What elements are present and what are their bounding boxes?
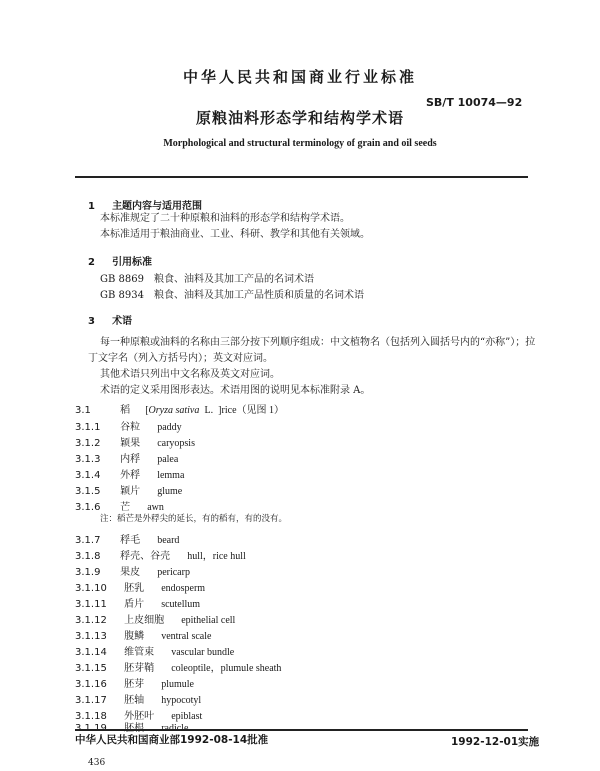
term-number: 3.1.1 [75, 422, 101, 433]
term-name-en: scutellum [161, 599, 201, 610]
section-1-paragraph: 本标准规定了二十种原粮和油料的形态学和结构学术语。 [100, 213, 350, 224]
term-name-en: hypocotyl [161, 695, 202, 706]
section-3-intro: 其他术语只列出中文名称及英文对应词。 [100, 369, 280, 380]
header-divider [75, 176, 528, 178]
section-3-intro: 每一种原粮或油料的名称由三部分按下列顺序组成：中文植物名（包括列入圆括号内的“亦称”）；拉 [100, 337, 536, 348]
term-name-cn: 稃毛 [120, 535, 141, 546]
term-name-en: paddy [157, 422, 182, 433]
term-name-cn: 稻 [120, 405, 131, 416]
term-name-en: epiblast [171, 711, 203, 722]
term-name-en: pericarp [157, 567, 190, 578]
term-number: 3.1.13 [75, 631, 107, 642]
term-name-en: epithelial cell [181, 615, 236, 626]
term-name-en: lemma [157, 470, 185, 481]
latin-close-bracket: ] [218, 405, 222, 416]
term-name-en: plumule [161, 679, 194, 690]
term-name-en: vascular bundle [171, 647, 235, 658]
term-name-en: ventral scale [161, 631, 212, 642]
document-title-en: Morphological and structural terminology of grain and oil seeds [163, 138, 437, 149]
term-number: 3.1.18 [75, 711, 107, 722]
term-number: 3.1.8 [75, 551, 101, 562]
reference-item: GB 8934 粮食、油料及其加工产品性质和质量的名词术语 [100, 290, 364, 301]
section-1-paragraph: 本标准适用于粮油商业、工业、科研、教学和其他有关领域。 [100, 229, 370, 240]
term-name-cn: 盾片 [124, 599, 145, 610]
term-name-en: hull，rice hull [187, 551, 246, 562]
term-note: 注：稻芒是外稃尖的延长，有的稻有，有的没有。 [100, 514, 288, 524]
term-name-en: rice（见图 1） [221, 405, 285, 416]
term-number: 3.1.12 [75, 615, 107, 626]
document-title-cn: 原粮油料形态学和结构学术语 [195, 109, 404, 127]
footer-divider [75, 729, 528, 731]
section-title: 主题内容与适用范围 [112, 201, 203, 212]
term-name-cn: 胚轴 [124, 695, 145, 706]
term-number: 3.1.3 [75, 454, 101, 465]
section-3-intro-cont: 丁文字名（列入方括号内）；英文对应词。 [88, 353, 273, 364]
approval-line: 中华人民共和国商业部1992-08-14批准 [75, 734, 269, 746]
term-name-en: awn [147, 502, 164, 513]
term-name-cn: 外稃 [120, 470, 141, 481]
term-number: 3.1.9 [75, 567, 101, 578]
term-number: 3.1.2 [75, 438, 101, 449]
section-3-intro: 术语的定义采用图形表达。术语用图的说明见本标准附录 A。 [100, 385, 371, 396]
term-name-cn: 内稃 [120, 454, 141, 465]
term-name-cn: 颖片 [120, 486, 141, 497]
term-number: 3.1.7 [75, 535, 101, 546]
standard-code: SB/T 10074—92 [426, 96, 523, 109]
term-name-cn: 外胚叶 [124, 711, 155, 722]
term-name-cn: 芒 [120, 502, 131, 513]
term-number: 3.1.17 [75, 695, 107, 706]
term-name-cn: 谷粒 [120, 422, 141, 433]
latin-author: L. [204, 405, 214, 416]
term-name-en: coleoptile，plumule sheath [171, 663, 282, 674]
issuing-organization: 中华人民共和国商业行业标准 [182, 68, 417, 86]
term-name-cn: 维管束 [124, 647, 155, 658]
term-number: 3.1.10 [75, 583, 107, 594]
term-name-cn: 果皮 [120, 567, 141, 578]
latin-name: Oryza sativa [148, 405, 200, 416]
term-name-en: beard [157, 535, 180, 546]
term-name-en: caryopsis [157, 438, 195, 449]
section-number: 1 [88, 201, 95, 212]
latin-open-bracket: [ [145, 405, 149, 416]
page-number: 436 [88, 758, 106, 768]
implementation-date: 1992-12-01实施 [451, 736, 540, 748]
term-name-cn: 胚乳 [124, 583, 145, 594]
reference-item: GB 8869 粮食、油料及其加工产品的名词术语 [100, 274, 314, 285]
term-number: 3.1.5 [75, 486, 101, 497]
term-number: 3.1.15 [75, 663, 107, 674]
term-number: 3.1.4 [75, 470, 101, 481]
section-2-heading [88, 250, 152, 269]
section-title: 术语 [112, 316, 133, 327]
section-number: 3 [88, 316, 95, 327]
term-name-cn: 胚芽 [124, 679, 145, 690]
section-title: 引用标准 [112, 257, 153, 268]
section-number: 2 [88, 257, 95, 268]
term-number: 3.1.14 [75, 647, 107, 658]
term-name-en: palea [157, 454, 179, 465]
term-number: 3.1.16 [75, 679, 107, 690]
term-number: 3.1.11 [75, 599, 107, 610]
section-3-heading [88, 309, 132, 328]
term-number: 3.1 [75, 405, 91, 416]
term-name-cn: 胚芽鞘 [124, 663, 155, 674]
term-name-cn: 颖果 [120, 438, 141, 449]
term-name-cn: 稃壳、谷壳 [120, 551, 171, 562]
term-name-cn: 上皮细胞 [124, 615, 165, 626]
term-number: 3.1.6 [75, 502, 101, 513]
term-name-cn: 腹鳞 [124, 631, 145, 642]
term-name-en: endosperm [161, 583, 206, 594]
term-name-en: glume [157, 486, 183, 497]
